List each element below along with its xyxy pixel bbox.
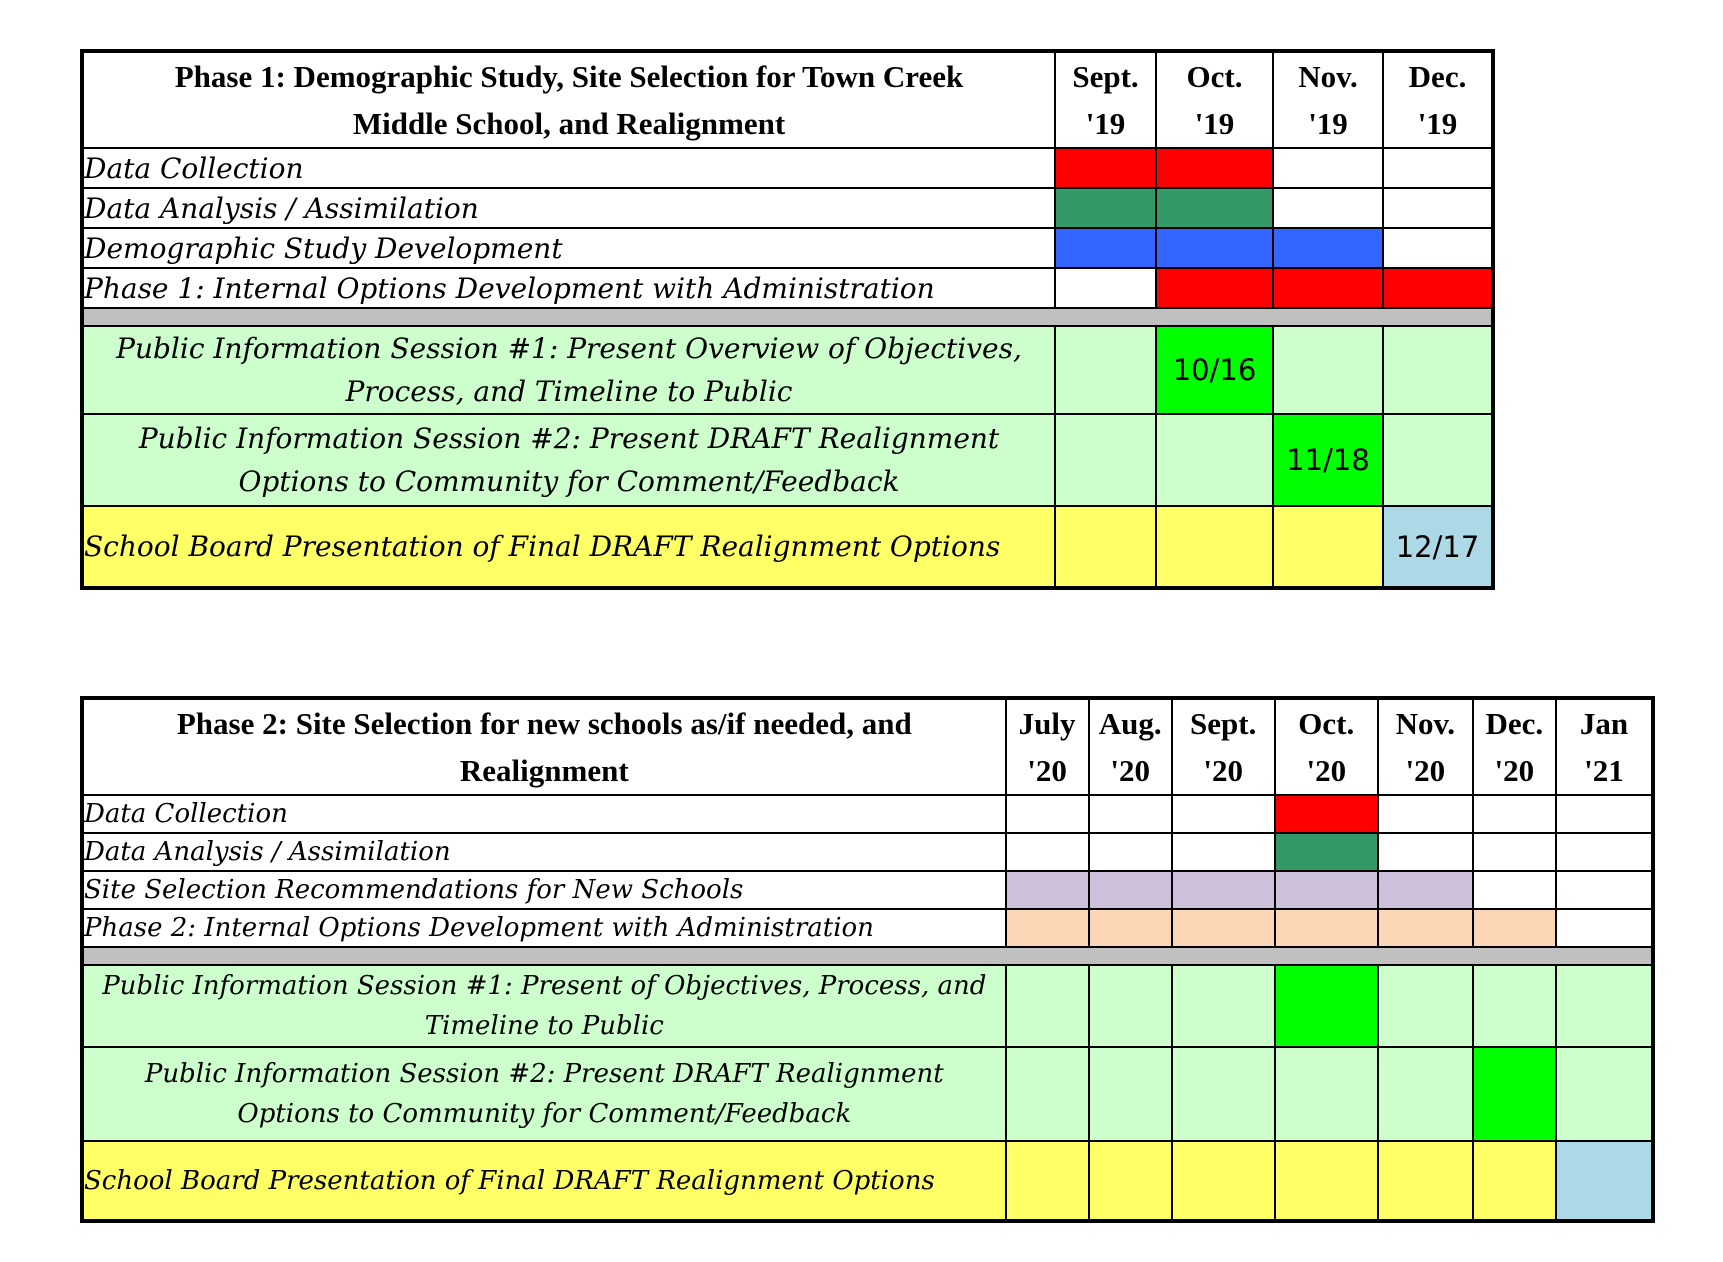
phase1-timeline-table	[80, 49, 1495, 590]
task-cell-white	[1273, 148, 1383, 188]
event-cell	[1273, 506, 1383, 588]
event-cell	[1055, 414, 1156, 506]
task-cell-dark_green	[1055, 188, 1156, 228]
event-cell	[1378, 1047, 1473, 1141]
event-line2: Options to Community for Comment/Feedback	[238, 465, 900, 498]
event-cell	[1006, 965, 1089, 1047]
task-cell-dark_green	[1275, 833, 1378, 871]
event-label	[82, 965, 1006, 1047]
phase1-body	[82, 51, 1493, 588]
task-cell-red	[1156, 148, 1273, 188]
event-label	[82, 1047, 1006, 1141]
event-label	[82, 326, 1055, 414]
event-cell	[1089, 1047, 1172, 1141]
task-cell-peach	[1089, 909, 1172, 947]
task-cell-red	[1383, 268, 1493, 308]
task-cell-white	[1006, 795, 1089, 833]
event-cell	[1273, 326, 1383, 414]
phase2-month-header	[1275, 698, 1378, 795]
task-cell-white	[1556, 871, 1653, 909]
phase1-title	[82, 51, 1055, 148]
task-cell-peach	[1275, 909, 1378, 947]
task-cell-dark_green	[1156, 188, 1273, 228]
phase2-month-header	[1556, 698, 1653, 795]
task-cell-white	[1383, 188, 1493, 228]
task-cell-lavender	[1006, 871, 1089, 909]
event-cell	[1473, 965, 1556, 1047]
event-line1: School Board Presentation of Final DRAFT Realignment Options	[84, 1165, 935, 1196]
task-cell-white	[1473, 795, 1556, 833]
event-line2: Process, and Timeline to Public	[345, 375, 793, 408]
phase2-month-header	[1089, 698, 1172, 795]
phase1-month-header	[1273, 51, 1383, 148]
task-cell-red	[1275, 795, 1378, 833]
task-label: Data Collection	[82, 148, 1055, 188]
month-name: Nov.	[1298, 59, 1358, 94]
task-cell-white	[1383, 148, 1493, 188]
phase1-task-row	[82, 268, 1493, 308]
event-cell	[1006, 1141, 1089, 1221]
phase1-event-row	[82, 506, 1493, 588]
task-cell-white	[1055, 268, 1156, 308]
event-date: 11/18	[1273, 414, 1383, 506]
month-year: '19	[1085, 106, 1126, 141]
task-cell-red	[1055, 148, 1156, 188]
month-name: Dec.	[1485, 706, 1544, 741]
task-cell-blue	[1273, 228, 1383, 268]
task-label: Data Collection	[82, 795, 1006, 833]
month-year: '19	[1308, 106, 1348, 141]
event-cell	[1473, 1141, 1556, 1221]
phase1-event-row	[82, 414, 1493, 506]
event-line1: Public Information Session #1: Present Overview of Objectives,	[116, 332, 1022, 365]
phase1-task-row	[82, 148, 1493, 188]
event-line1: Public Information Session #1: Present of Objectives, Process, and	[102, 971, 987, 1001]
phase1-title-line1: Phase 1: Demographic Study, Site Selection for Town Creek	[174, 59, 964, 94]
task-cell-peach	[1378, 909, 1473, 947]
task-cell-lavender	[1172, 871, 1275, 909]
phase2-month-header	[1473, 698, 1556, 795]
phase1-separator-row	[82, 308, 1493, 326]
task-cell-white	[1273, 188, 1383, 228]
task-cell-white	[1172, 795, 1275, 833]
event-label	[82, 506, 1055, 588]
phase1-task-row	[82, 228, 1493, 268]
task-cell-white	[1383, 228, 1493, 268]
event-cell	[1556, 1047, 1653, 1141]
event-cell	[1556, 965, 1653, 1047]
month-year: '20	[1203, 753, 1244, 788]
task-cell-white	[1556, 795, 1653, 833]
task-cell-red	[1273, 268, 1383, 308]
phase2-event-row	[82, 1141, 1653, 1221]
task-cell-white	[1473, 833, 1556, 871]
month-name: July	[1018, 706, 1076, 741]
event-cell	[1275, 1141, 1378, 1221]
event-date: 10/16	[1156, 326, 1273, 414]
event-cell	[1089, 965, 1172, 1047]
event-label	[82, 414, 1055, 506]
phase1-month-header	[1156, 51, 1273, 148]
month-year: '20	[1306, 753, 1347, 788]
task-label: Data Analysis / Assimilation	[82, 188, 1055, 228]
phase2-task-row	[82, 833, 1653, 871]
task-cell-peach	[1006, 909, 1089, 947]
phase1-month-header	[1383, 51, 1493, 148]
task-label: Phase 2: Internal Options Development with Administration	[82, 909, 1006, 947]
event-label	[82, 1141, 1006, 1221]
phase2-task-row	[82, 871, 1653, 909]
phase2-task-row	[82, 795, 1653, 833]
task-cell-white	[1378, 833, 1473, 871]
phase1-task-row	[82, 188, 1493, 228]
month-year: '19	[1417, 106, 1458, 141]
event-cell	[1473, 1047, 1556, 1141]
event-cell	[1172, 1047, 1275, 1141]
phase2-title-line2: Realignment	[459, 753, 629, 788]
month-year: '20	[1494, 753, 1535, 788]
task-label: Data Analysis / Assimilation	[82, 833, 1006, 871]
task-cell-white	[1556, 909, 1653, 947]
event-line1: School Board Presentation of Final DRAFT Realignment Options	[84, 530, 1001, 563]
event-cell	[1055, 506, 1156, 588]
month-year: '19	[1194, 106, 1235, 141]
phase2-title	[82, 698, 1006, 795]
event-cell	[1275, 1047, 1378, 1141]
event-cell	[1172, 1141, 1275, 1221]
phase2-month-header	[1378, 698, 1473, 795]
event-cell	[1055, 326, 1156, 414]
task-cell-white	[1089, 833, 1172, 871]
phase1-month-header	[1055, 51, 1156, 148]
task-cell-white	[1089, 795, 1172, 833]
event-date: 12/17	[1383, 506, 1493, 588]
event-line1: Public Information Session #2: Present DRAFT Realignment	[144, 1059, 944, 1089]
month-name: Sept.	[1072, 59, 1139, 94]
event-cell	[1378, 1141, 1473, 1221]
month-year: '20	[1110, 753, 1150, 788]
phase2-month-header	[1006, 698, 1089, 795]
event-cell	[1383, 326, 1493, 414]
task-cell-blue	[1156, 228, 1273, 268]
month-year: '21	[1584, 753, 1624, 788]
phase1-title-line2: Middle School, and Realignment	[352, 106, 786, 141]
phase2-title-line1: Phase 2: Site Selection for new schools as/if needed, and	[176, 706, 912, 741]
month-name: Aug.	[1098, 706, 1162, 741]
task-cell-peach	[1172, 909, 1275, 947]
month-year: '20	[1405, 753, 1446, 788]
event-cell	[1172, 965, 1275, 1047]
phase2-month-header	[1172, 698, 1275, 795]
event-cell	[1383, 414, 1493, 506]
task-cell-lavender	[1089, 871, 1172, 909]
task-cell-white	[1473, 871, 1556, 909]
task-cell-white	[1378, 795, 1473, 833]
phase2-body	[82, 698, 1653, 1221]
event-cell	[1275, 965, 1378, 1047]
month-name: Jan	[1579, 706, 1629, 741]
task-cell-white	[1556, 833, 1653, 871]
event-line2: Options to Community for Comment/Feedback	[237, 1099, 852, 1129]
month-name: Nov.	[1395, 706, 1456, 741]
task-label: Phase 1: Internal Options Development with Administration	[82, 268, 1055, 308]
task-label: Demographic Study Development	[82, 228, 1055, 268]
event-line1: Public Information Session #2: Present DRAFT Realignment	[138, 422, 1000, 455]
event-cell	[1156, 414, 1273, 506]
task-cell-peach	[1473, 909, 1556, 947]
separator-bar	[82, 308, 1493, 326]
phase1-event-row	[82, 326, 1493, 414]
task-cell-blue	[1055, 228, 1156, 268]
month-year: '20	[1027, 753, 1067, 788]
separator-bar	[82, 947, 1653, 965]
month-name: Sept.	[1190, 706, 1257, 741]
month-name: Oct.	[1186, 59, 1243, 94]
phase1-header-row	[82, 51, 1493, 148]
task-label: Site Selection Recommendations for New Schools	[82, 871, 1006, 909]
task-cell-red	[1156, 268, 1273, 308]
task-cell-white	[1172, 833, 1275, 871]
phase2-separator-row	[82, 947, 1653, 965]
task-cell-lavender	[1275, 871, 1378, 909]
event-line2: Timeline to Public	[424, 1011, 664, 1041]
event-cell	[1378, 965, 1473, 1047]
event-cell	[1006, 1047, 1089, 1141]
phase2-event-row	[82, 1047, 1653, 1141]
event-cell	[1156, 506, 1273, 588]
month-name: Dec.	[1408, 59, 1467, 94]
phase2-header-row	[82, 698, 1653, 795]
month-name: Oct.	[1298, 706, 1355, 741]
task-cell-white	[1006, 833, 1089, 871]
task-cell-lavender	[1378, 871, 1473, 909]
event-cell	[1556, 1141, 1653, 1221]
event-cell	[1089, 1141, 1172, 1221]
phase2-timeline-table	[80, 696, 1655, 1223]
phase2-event-row	[82, 965, 1653, 1047]
phase2-task-row	[82, 909, 1653, 947]
